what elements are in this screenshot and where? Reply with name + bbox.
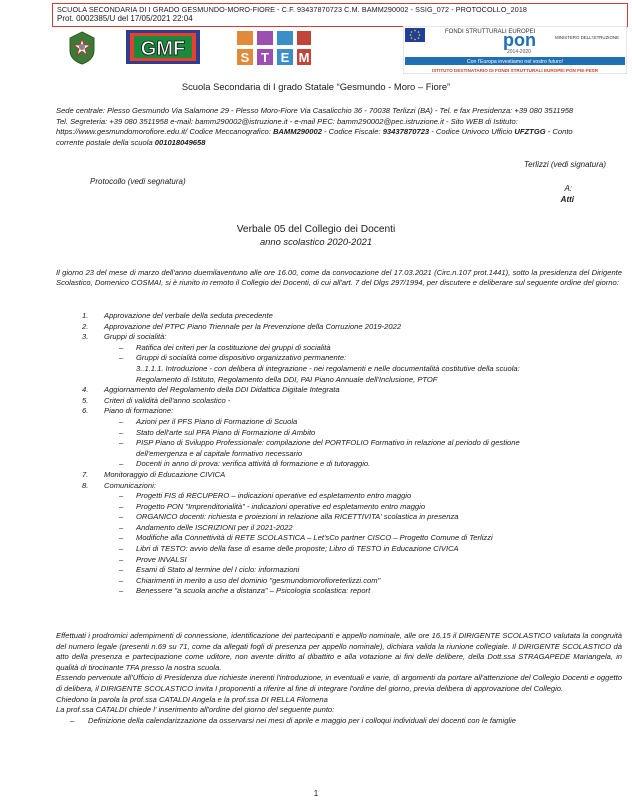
closing-bullet: – Definizione della calendarizzazione da osservarsi nei mesi di aprile e maggio per i colloqui individuali dei docenti con le famiglie	[70, 715, 517, 725]
recipient-atti: Atti	[560, 195, 574, 204]
gmf-logo-text: GMF	[140, 38, 186, 60]
agenda-item	[82, 311, 622, 322]
agenda-subitem-text: Progetti FIS di RECUPERO – indicazioni operative ed espletamento entro maggio	[136, 491, 412, 501]
agenda-subitem-text: Benessere "a scuola anche a distanza" – Psicologia scolastica: report	[136, 586, 371, 596]
pon-years-text: 2014-2020	[507, 49, 531, 55]
info-line-4: corrente postale della scuola 001018049658	[56, 137, 206, 147]
agenda-dash: –	[119, 427, 124, 437]
agenda-continuation: dell'emergenza e al capitale formativo necessario	[136, 448, 303, 458]
agenda-dash: –	[119, 565, 124, 575]
closing-section	[56, 631, 622, 726]
agenda-dash: –	[119, 501, 124, 511]
agenda-dash: –	[119, 554, 124, 564]
agenda-dash: –	[119, 522, 124, 532]
ministry-text: MINISTERO DELL'ISTRUZIONE	[555, 35, 620, 40]
agenda-item-text: Criteri di validità dell'anno scolastico -	[104, 395, 231, 405]
agenda-subsubitem: 3..1.1.1. Introduzione - con delibera di integrazione - nei regolamenti e nelle documentalità costitutive della scuola:	[136, 363, 520, 373]
agenda-item	[82, 332, 622, 343]
agenda-dash: –	[119, 416, 124, 426]
agenda-item	[82, 481, 622, 492]
info-line-3: https://www.gesmundomorofiore.edu.it/ Codice Meccanografico: BAMM290002 - Codice Fiscale: 93437870723 - Codice Univoco Ufficio UFZTGG - Conto	[56, 127, 573, 137]
recipient-label: A:	[564, 184, 572, 193]
agenda-subitem	[82, 343, 622, 354]
agenda-subitem	[82, 586, 622, 597]
agenda-subitem-text: Stato dell'arte sul PFA Piano di Formazione di Ambito	[136, 427, 316, 437]
agenda-subitem	[82, 576, 622, 587]
agenda-item-number: 4.	[82, 385, 89, 395]
agenda-subitem-text: Gruppi di socialità come dispositivo organizzativo permanente:	[136, 353, 347, 363]
gmf-school-logo	[126, 30, 200, 64]
stem-logo	[236, 30, 312, 66]
agenda-dash: –	[119, 544, 124, 554]
svg-text:T: T	[261, 50, 269, 65]
agenda-dash: –	[119, 438, 124, 448]
agenda-subitem-text: Modifiche alla Connettività di RETE SCOLASTICA – Let'sCo partner CISCO – Progetto Comune di Terlizzi	[136, 533, 493, 543]
agenda-subitem-text: Esami di Stato al termine del I ciclo: informazioni	[136, 565, 300, 575]
eu-fondi-text: FONDI STRUTTURALI EUROPEI	[445, 29, 536, 35]
agenda-item	[82, 322, 622, 333]
verbale-heading	[0, 224, 632, 248]
pon-text: pon	[503, 30, 536, 50]
agenda-subitem	[82, 438, 622, 449]
agenda-item-number: 1.	[82, 311, 89, 320]
agenda-subitem-text: Libri di TESTO: avvio della fase di esame delle proposte; Libro di TESTO in Educazione CIVICA	[136, 544, 459, 554]
agenda-subitem	[82, 523, 622, 534]
agenda-item-number: 2.	[82, 321, 89, 331]
intro-paragraph: Il giorno 23 del mese di marzo dell'anno duemilaventuno alle ore 16.00, come da convocazione del 17.03.2021 (Circ.n.107 prot.1441), sotto la presidenza del Dirigente Scolastico, Domenico COSMAI, si è riunito in remoto il Collegio dei Docenti, di cui all'art. 7 del Dlgs 297/1994, per discutere e deliberare sul seguente ordine del giorno:	[56, 268, 622, 288]
closing-paragraph-4: La prof.ssa CATALDI chiede l' inserimento all'ordine del giorno del seguente punto:	[56, 705, 335, 715]
agenda-subitem-text: Chiarimenti in merito a uso del dominio "gesmundomorofioreterlizzi.com"	[136, 575, 381, 585]
agenda-subitem-text: Prove INVALSI	[136, 554, 187, 564]
agenda-item-number: 6.	[82, 406, 89, 416]
agenda-subitem	[82, 565, 622, 576]
agenda-item	[82, 385, 622, 396]
agenda-item-number: 3.	[82, 332, 89, 342]
agenda-dash: –	[119, 575, 124, 585]
agenda-dash: –	[119, 353, 124, 363]
italian-republic-emblem-icon	[66, 30, 98, 66]
eu-footer-text: ISTITUTO DESTINATARIO DI FONDI STRUTTURALI EUROPEI PON FIE-FESR	[431, 68, 599, 73]
agenda-subsubitem: Regolamento di Istituto, Regolamento della DDI, PAI Piano Annuale dell'Inclusione, PTOF	[136, 374, 438, 384]
stamp-line-2: Prot. 0002385/U del 17/05/2021 22:04	[57, 14, 193, 23]
agenda-dash: –	[119, 459, 124, 469]
agenda-item	[82, 470, 622, 481]
agenda-subitem-text: Progetto PON "Imprenditorialità" - indicazioni operative ed espletamento entro maggio	[136, 501, 426, 511]
agenda-dash: –	[119, 586, 124, 596]
school-name: Scuola Secondaria di I grado Statale “Gesmundo - Moro – Fiore”	[181, 81, 451, 92]
info-line-1: Sede centrale: Plesso Gesmundo Via Salamone 29 - Plesso Moro-Fiore Via Casalicchio 36 - 70038 Terlizzi (BA) - Tel. e fax Presidenza: +39 080 3511958	[56, 106, 574, 115]
agenda-item-text: Monitoraggio di Educazione CIVICA	[104, 469, 226, 479]
closing-paragraph-3: Chiedono la parola la prof.ssa CATALDI Angela e la prof.ssa DI RELLA Filomena	[56, 694, 328, 704]
agenda-item-number: 8.	[82, 480, 89, 490]
stamp-line-1: SCUOLA SECONDARIA DI I GRADO GESMUNDO-MORO-FIORE - C.F. 93437870723 C.M. BAMM290002 - SSIG_072 - PROTOCOLLO_2018	[57, 5, 528, 14]
agenda-item-text: Comunicazioni:	[104, 480, 156, 490]
school-contact-info	[56, 106, 628, 148]
agenda-subitem	[82, 512, 622, 523]
agenda-item	[82, 396, 622, 407]
eu-pon-banner	[403, 26, 627, 74]
agenda-subitem	[82, 491, 622, 502]
agenda-dash: –	[119, 491, 124, 501]
agenda-subitem	[82, 502, 622, 513]
agenda-subitem	[82, 459, 622, 470]
info-line-2: Tel. Segreteria: +39 080 3511958 e-mail: bamm290002@istruzione.it - e-mail PEC: bamm290002@pec.istruzione.it - Sito WEB di Istituto:	[56, 116, 518, 126]
verbale-title: Verbale 05 del Collegio dei Docenti	[236, 224, 396, 235]
agenda-subitem	[82, 533, 622, 544]
stem-logo-text: STEM	[272, 65, 276, 66]
agenda-subitem	[82, 544, 622, 555]
agenda-subitem	[82, 417, 622, 428]
place-signature: Terlizzi (vedi signatura)	[524, 160, 606, 169]
agenda-subitem	[82, 353, 622, 364]
agenda-subitem-text: ORGANICO docenti: richiesta e proiezioni in relazione alla RICETTIVITA' scolastica in presenza	[136, 512, 459, 522]
page-number: 1	[313, 789, 319, 798]
agenda-subitem	[82, 428, 622, 439]
agenda-dash: –	[119, 342, 124, 352]
agenda-item-number: 7.	[82, 469, 89, 479]
logo-bar	[0, 26, 632, 73]
agenda-item-text: Approvazione del verbale della seduta precedente	[104, 311, 273, 320]
closing-paragraph-1: Effettuati i prodromici adempimenti di connessione, identificazione dei partecipanti e appello nominale, alle ore 16.15 il DIRIGENTE SCOLASTICO valutata la congruità del numero legale (presenti n.69 su 71, come da allegati fogli di presenza per appello nominale), dichiara valida la riunione collegiale. Il DIRIGENTE SCOLASTICO dà atto della presenza e partecipazione come uditore, non avente diritto al dibattito e alla votazione ai fini delle delibere, della Dott.ssa STRAGAPEDE Mariangela, in qualità di tirocinante TFA presso la nostra scuola.	[56, 631, 622, 672]
protocol-stamp	[52, 3, 628, 27]
agenda-subitem-text: Ratifica dei criteri per la costituzione dei gruppi di socialità	[136, 342, 331, 352]
protocol-signature: Protocollo (vedi segnatura)	[90, 177, 186, 186]
agenda-subitem-text: Azioni per il PFS Piano di Formazione di Scuola	[136, 416, 298, 426]
agenda-item-text: Approvazione del PTPC Piano Triennale per la Prevenzione della Corruzione 2019-2022	[104, 321, 402, 331]
agenda-dash: –	[119, 512, 124, 522]
verbale-year: anno scolastico 2020-2021	[259, 236, 373, 247]
agenda-dash: –	[119, 533, 124, 543]
svg-text:S: S	[240, 50, 250, 65]
agenda-item-text: Piano di formazione:	[104, 406, 174, 416]
eu-banner-text: Con l'Europa investiamo nel vostro futuro!	[466, 59, 564, 66]
agenda-subitem-text: Docenti in anno di prova: verifica attività di formazione e di tutoraggio.	[136, 459, 371, 469]
agenda-item-number: 5.	[82, 395, 89, 405]
svg-text:M: M	[298, 50, 310, 65]
svg-text:E: E	[280, 50, 290, 65]
agenda-item-text: Aggiornamento del Regolamento della DDI Didattica Digitale Integrata	[104, 385, 340, 395]
agenda-list	[82, 311, 622, 597]
agenda-subitem-text: Andamento delle ISCRIZIONI per il 2021-2022	[136, 522, 293, 532]
agenda-subitem	[82, 555, 622, 566]
agenda-subitem-text: PISP Piano di Sviluppo Professionale: compilazione del PORTFOLIO Formativo in relazione al periodo di gestione	[136, 438, 520, 448]
closing-paragraph-2: Essendo pervenute all'Ufficio di Presidenza due richieste inerenti l'introduzione, in eventuali e varie, di argomenti da portare all'attenzione del Collegio Docenti e oggetto di delibera, il DIRIGENTE SCOLASTICO invita I proponenti a riferire al fine di integrare l'ordine del giorno, previa delibera di approvazione del Collegio.	[56, 673, 622, 693]
agenda-item	[82, 406, 622, 417]
agenda-item-text: Gruppi di socialità:	[104, 332, 167, 342]
